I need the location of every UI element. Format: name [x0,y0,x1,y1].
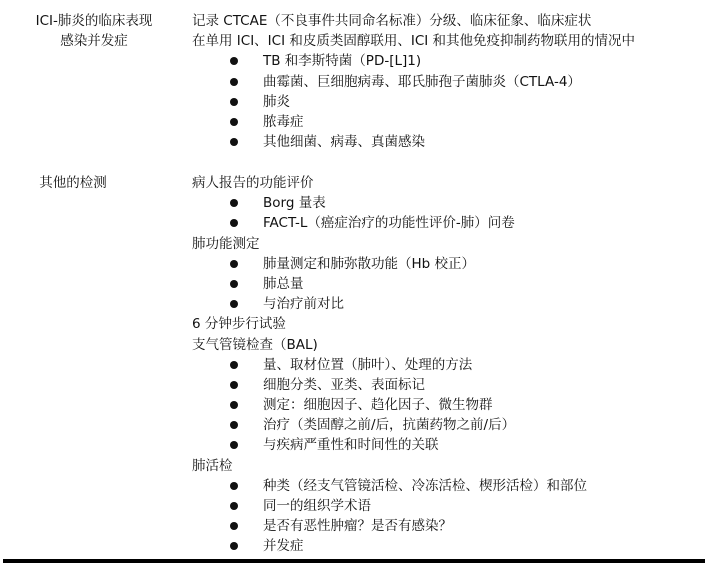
bullet-text: 曲霉菌、巨细胞病毒、耶氏肺孢子菌肺炎（CTLA-4） [263,73,581,90]
bullet-dot-icon [230,199,238,207]
bullet-text: 其他细菌、病毒、真菌感染 [263,134,425,151]
bullet-dot-icon [230,542,238,550]
bullet-text: 肺总量 [263,275,304,292]
bullet-item [192,132,702,152]
content-line: 在单用 ICI、ICI 和皮质类固醇联用、ICI 和其他免疫抑制药物联用的情况中 [192,33,636,50]
bullet-text: 是否有恶性肿瘤？是否有感染？ [263,518,452,535]
bullet-item [192,375,702,395]
bullet-text: 并发症 [263,538,304,555]
section-label [0,173,146,193]
section-content [192,11,702,152]
bullet-item [192,72,702,92]
bullet-item [192,355,702,375]
bullet-text: TB 和李斯特菌（PD-[L]1) [263,53,422,70]
bullet-text: 测定：细胞因子、趋化因子、微生物群 [263,397,493,414]
bullet-item [192,274,702,294]
bottom-rule [3,559,705,563]
content-line: 肺活检 [192,457,233,474]
bullet-dot-icon [230,280,238,288]
bullet-text: 种类（经支气管镜活检、冷冻活检、楔形活检）和部位 [263,477,587,494]
bullet-dot-icon [230,57,238,65]
bullet-item [192,193,702,213]
bullet-text: 肺量测定和肺弥散功能（Hb 校正） [263,255,476,272]
bullet-dot-icon [230,522,238,530]
bullet-dot-icon [230,219,238,227]
bullet-text: 脓毒症 [263,113,304,130]
bullet-text: FACT-L（癌症治疗的功能性评价-肺）问卷 [263,215,515,232]
section-label-line: ICI-肺炎的临床表现 [35,13,153,29]
content-line: 6 分钟步行试验 [192,316,286,333]
section-label-line: 感染并发症 [60,33,128,50]
bullet-item [192,415,702,435]
bullet-item [192,435,702,455]
bullet-dot-icon [230,138,238,146]
bullet-text: 同一的组织学术语 [263,498,371,514]
bullet-dot-icon [230,441,238,449]
bullet-text: 量、取材位置（肺叶）、处理的方法 [263,356,473,373]
section-label [14,11,174,51]
bullet-item [192,213,702,233]
bullet-text: 肺炎 [263,93,290,110]
bullet-item [192,476,702,496]
bullet-item [192,51,702,71]
bullet-item [192,294,702,314]
bullet-dot-icon [230,482,238,490]
bullet-text: 与治疗前对比 [263,296,344,313]
bullet-dot-icon [230,98,238,106]
bullet-dot-icon [230,381,238,389]
bullet-item [192,395,702,415]
bullet-item [192,92,702,112]
bullet-dot-icon [230,421,238,429]
content-line: 病人报告的功能评价 [192,175,314,191]
bullet-item [192,496,702,516]
bullet-dot-icon [230,502,238,510]
content-line: 记录 CTCAE（不良事件共同命名标准）分级、临床征象、临床症状 [192,13,592,29]
bullet-item [192,112,702,132]
bullet-dot-icon [230,300,238,308]
bullet-item [192,516,702,536]
section-content [192,173,702,557]
bullet-dot-icon [230,78,238,86]
bullet-text: 细胞分类、亚类、表面标记 [263,376,425,393]
bullet-dot-icon [230,118,238,126]
bullet-text: 与疾病严重性和时间性的关联 [263,437,439,454]
bullet-text: Borg 量表 [263,195,326,212]
bullet-dot-icon [230,361,238,369]
section-label-line: 其他的检测 [39,175,107,191]
bullet-text: 治疗（类固醇之前/后，抗菌药物之前/后） [263,417,516,434]
content-line: 肺功能测定 [192,235,260,252]
content-line: 支气管镜检查（BAL) [192,336,318,353]
bullet-dot-icon [230,401,238,409]
bullet-item [192,254,702,274]
bullet-dot-icon [230,260,238,268]
bullet-item [192,536,702,556]
